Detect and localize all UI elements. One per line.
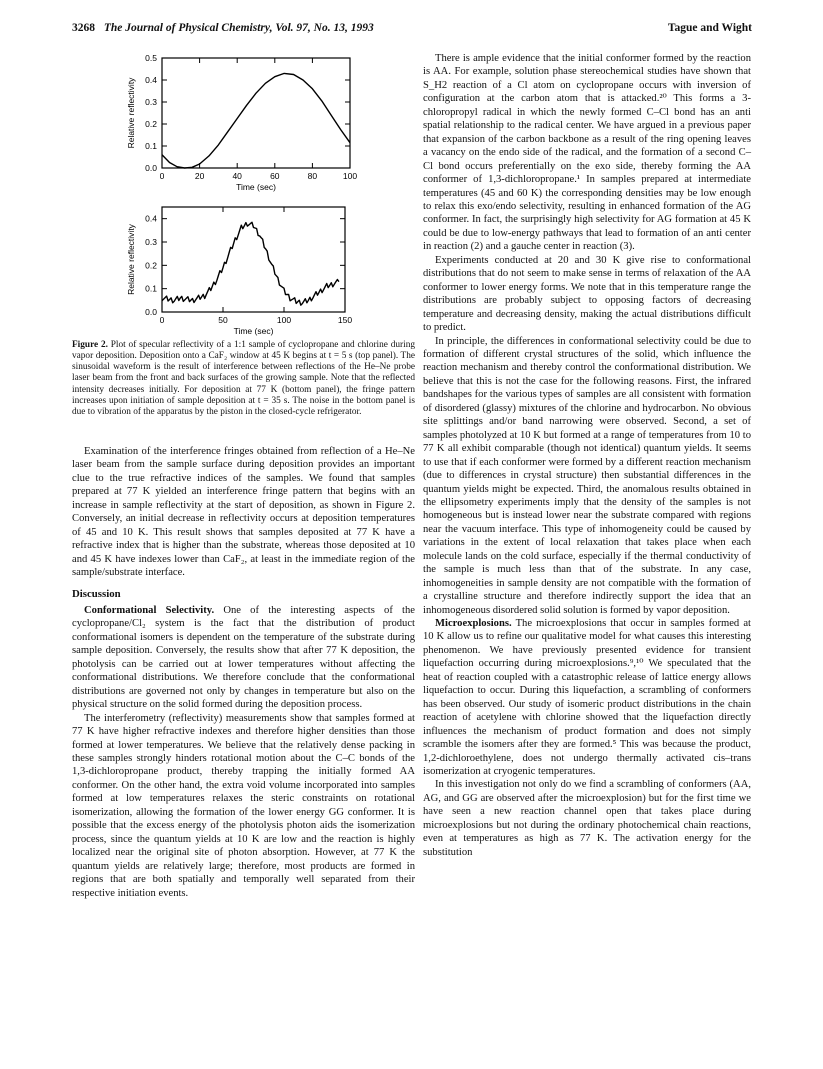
x-tick-label: 100 [342, 171, 358, 181]
data-series-line [162, 222, 339, 305]
x-tick-label: 60 [270, 171, 280, 181]
y-tick-label: 0.4 [145, 75, 157, 85]
journal-citation: The Journal of Physical Chemistry, Vol. 97, No. 13, 1993 [103, 22, 374, 34]
y-tick-label: 0.4 [145, 213, 157, 224]
x-tick-label: 40 [232, 171, 242, 181]
running-authors: Tague and Wight [667, 22, 752, 34]
figure-caption [72, 340, 415, 418]
figure-caption-text: Plot of specular reflectivity of a 1:1 sample of cyclopropane and chlorine during vapor deposition. Deposition onto a CaF₂ window at 45 K begins at t = 5 s (top panel). The sinusoidal waveform is the result of interference between reflections of the He–Ne probe laser beam from the front and back surfaces of the growing sample. Note that the reflected intensity decreases initially. For deposition at 77 K (bottom panel), the fringe pattern increases upon initiation of sample deposition at t = 35 s. The noise in the bottom panel is due to vibration of the apparatus by the piston in the closed-cycle refrigerator. [72, 340, 416, 417]
run-in-heading: Microexplosions. [435, 618, 512, 630]
figure-label: Figure 2. [72, 340, 108, 350]
x-tick-label: 0 [159, 171, 165, 181]
y-tick-label: 0.0 [145, 307, 157, 317]
x-tick-label: 80 [307, 171, 318, 181]
x-tick-label: 50 [218, 315, 228, 325]
y-tick-label: 0.3 [145, 97, 157, 107]
paragraph: The interferometry (reflectivity) measurements show that samples formed at 77 K have higher refractive indexes and therefore higher densities than those formed at lower temperatures. We believe that the relatively dense packing in these samples strongly hinders rotational motion about the C–C bonds of the 1,3-dichloropropane product, thereby trapping the initially formed AA conformer. On the other hand, the extra void volume incorporated into samples formed at low temperatures relaxes the steric constraints on rotational isomerization, allowing the formation of the lower energy GG conformer. It is possible that the excess energy of the photolysis photon aids the isomerization process, since the quantum yields at 10 K are low and the reaction is highly localized near the original site of photon absorption. However, at 77 K the quantum yields are relatively large; therefore, most products are formed in regions that are both spatially and temporally well separated from their respective initiation events. [72, 712, 415, 899]
y-tick-label: 0.2 [145, 260, 157, 271]
plot-frame [162, 58, 350, 168]
left-column [72, 445, 415, 900]
y-tick-label: 0.1 [145, 283, 157, 294]
y-tick-label: 0.2 [145, 119, 157, 129]
paragraph: In principle, the differences in conformational selectivity could be due to formation of different crystal structures of the solid, which influence the reaction mechanism and thereby control the conformational distribution. We believe that this is not the case for the following reasons. First, the infrared bandshapes for the various types of samples are all consistent with formation of disordered (glassy) mixtures of the chlorine and hydrocarbon. No obvious site splittings and/or band narrowing were observed. Second, a set of samples photolyzed at 10 K but formed at a range of temperatures from 10 to 77 K all exhibit comparable (though not identical) quantum yields. It seems to use that if each conformer were formed by a different reaction mechanism (due to differences in crystal structure) then substantial differences in the quantum yields might be expected. Third, the anomalous results obtained in the ellipsometry experiments imply that the density of the samples is not homogeneous but is instead lower near the substrate compared with regions near the vacuum interface. This type of inhomogeneity could be caused by variations in the extent of local relaxation that takes place when each molecule lands on the cold surface, especially if the thermal conductivity of the sample is much less than that of the substrate. In any case, inhomogeneities in sample density are not compatible with the formation of a crystalline structure and therefore indirectly support the idea that an inhomogeneous disordered solid solution is formed by vapor deposition. [423, 335, 751, 616]
reflectivity-chart-top [112, 48, 362, 196]
right-column [423, 52, 751, 859]
x-tick-label: 150 [337, 315, 353, 325]
y-axis-label: Relative reflectivity [126, 77, 136, 149]
y-tick-label: 0.3 [145, 237, 157, 247]
x-tick-label: 100 [276, 315, 292, 325]
x-tick-label: 20 [194, 171, 205, 181]
plot-frame [162, 207, 345, 312]
data-series-line [162, 73, 350, 168]
paragraph: Experiments conducted at 20 and 30 K give rise to conformational distributions that do not seem to make sense in terms of relaxation of the AA conformer to lower energy forms. We note that in this temperature range the distributions are probably subject to opposing factors of decreasing temperature and decreasing density, making the actual distributions difficult to predict. [423, 254, 751, 334]
paragraph-text: The microexplosions that occur in samples formed at 10 K allow us to refine our qualitative model for what causes this interesting phenomenon. We have previously presented evidence for transient liquefaction occurring during microexplosions.⁹,¹⁰ We speculated that the heat of reaction coupled with a catastrophic release of lattice energy allows liquefaction to occur. During this liquefaction, a scrambling of conformers has been observed. Our study of isomeric product distributions in the chain reaction of acetylene with chlorine showed that the liquefaction directly influences the mechanism of product formation and does not simply scramble the isomers after they are formed.⁵ This was because the product, 1,2-dichloroethylene, does not undergo thermally activated cis–trans isomerization at cryogenic temperatures. [423, 618, 751, 778]
y-tick-label: 0.0 [145, 163, 157, 173]
y-tick-label: 0.1 [145, 141, 157, 151]
paragraph-text: One of the interesting aspects of the cyclopropane/Cl₂ system is the fact that the distribution of product conformational isomers is dependent on the temperature of the substrate during sample deposition. Conversely, the results show that after 77 K deposition, the photolysis can be carried out at lower temperatures without affecting the conformational distributions. We therefore conclude that the conformational distributions are governed not only by changes in temperature but also on the physical structure on the solid formed during the deposition process. [72, 604, 415, 711]
x-axis-label: Time (sec) [236, 182, 276, 192]
y-tick-label: 0.5 [145, 53, 157, 63]
paragraph: In this investigation not only do we find a scrambling of conformers (AA, AG, and GG are observed after the microexplosion) but for the first time we have seen a new reaction channel open that takes place during microexplosions but not during the ordinary photochemical chain reactions, even at temperatures as high as 77 K. The activation energy for the substitution [423, 779, 751, 858]
paragraph: Examination of the interference fringes obtained from reflection of a He–Ne laser beam from the sample surface during deposition provides an important clue to the true refractive indices of the samples. We found that samples prepared at 77 K yielded an interference fringe pattern that begins with an increase in sample reflectivity at the start of deposition, as shown in Figure 2. Conversely, an initial decrease in reflectivity occurs at deposition temperatures of 45 and 10 K. This result shows that samples deposited at 77 K have a refractive index that is higher than the substrate, whereas those deposited at 10 and 45 K have indexes lower than CaF₂, at least in the immediate region of the sample/substrate interface. [72, 446, 415, 579]
paragraph: There is ample evidence that the initial conformer formed by the reaction is AA. For example, solution phase stereochemical studies have shown that S_H2 reaction of a Cl atom on cyclopropane occurs with inversion of configuration at the carbon atom that is attacked.²⁰ This forms a 3-chloropropyl radical in which the newly formed C–Cl bond has an anti spatial relationship to the radical center. We have argued in a previous paper that expansion of the carbon backbone as a result of the ring opening leaves a vacancy on the endo side of the radical, and the formation of a second C–Cl bond occurs preferentially on the exo side, thereby forming the AA conformer of 1,3-dichloropropane.¹ In samples prepared at intermediate temperatures (45 and 60 K) the corresponding densities may be low enough to relax this exo/endo selectivity, resulting in enhanced formation of the AG conformer. In fact, the surprisingly high selectivity for AG formation at 45 K could be due to low-energy pathways that lead to formation of an anti center in reaction (2) and a gauche center in reaction (3). [423, 53, 751, 253]
paragraph [72, 604, 415, 712]
page-header [72, 22, 752, 34]
reflectivity-chart-bottom [112, 197, 362, 340]
paragraph [423, 617, 751, 778]
x-axis-label: Time (sec) [233, 326, 274, 336]
x-tick-label: 0 [159, 315, 165, 325]
y-axis-label: Relative reflectivity [126, 224, 136, 295]
run-in-heading: Conformational Selectivity. [84, 604, 215, 616]
page-number: 3268 [72, 22, 95, 34]
section-heading: Discussion [72, 587, 121, 600]
